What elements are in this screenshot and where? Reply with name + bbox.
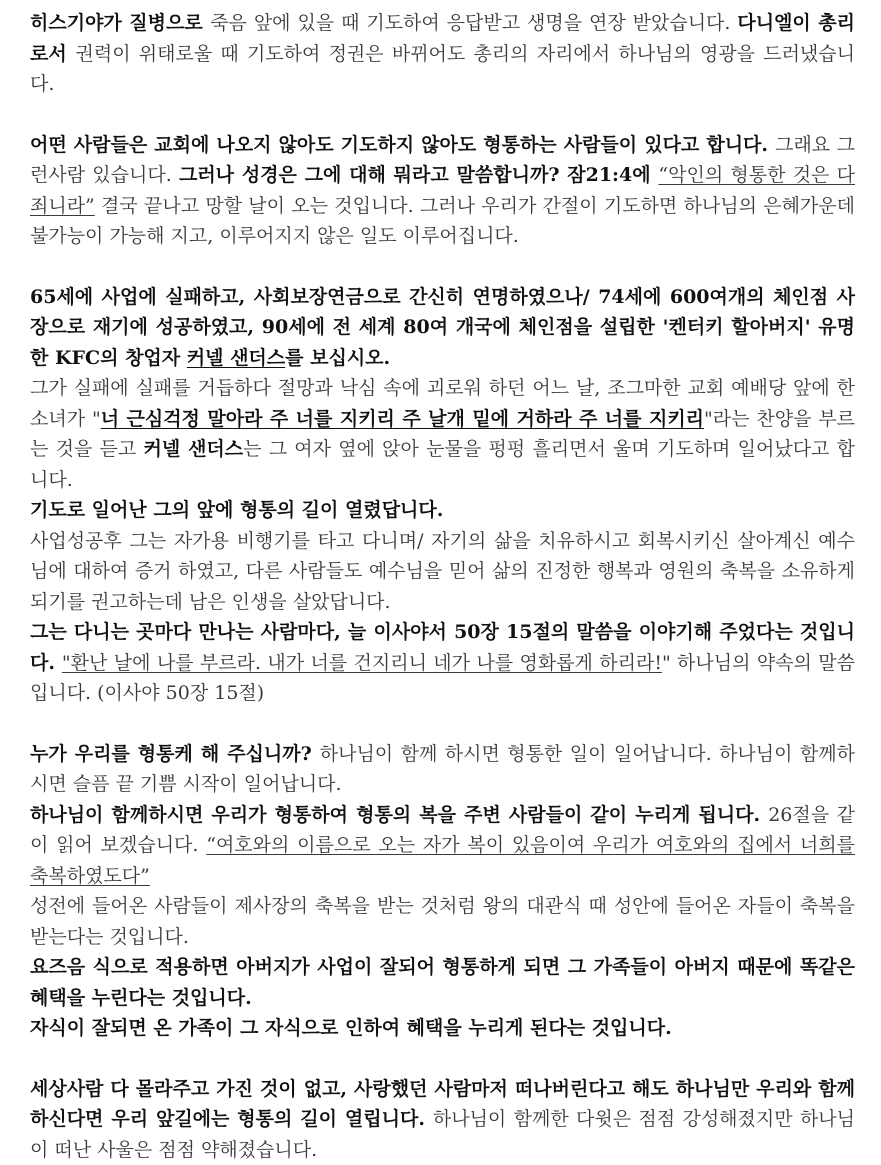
paragraph <box>30 800 855 892</box>
paragraph <box>30 1074 855 1165</box>
bold-text: 요즈음 식으로 적용하면 아버지가 사업이 잘되어 형통하게 되면 그 가족들이 아버지 때문에 똑같은 혜택을 누린다는 것입니다. <box>30 956 855 1009</box>
body-text: 결국 끝나고 망할 날이 오는 것입니다. 그러나 우리가 간절이 기도하면 하나님의 은혜가운데 불가능이 가능해 지고, 이루어지지 않은 일도 이루어집니다. <box>30 195 855 248</box>
underlined-quote: “여호와의 이름으로 오는 자가 복이 있음이여 우리가 여호와의 집에서 너희를 축복하였도다” <box>30 834 855 887</box>
body-text: 하나님이 함께 하시면 형통한 일이 일어납니다. 하나님이 함께하시면 슬픔 끝 기쁨 시작이 일어납니다. <box>30 743 855 796</box>
underlined-quote: “악인의 형통한 것은 다 죄니라” <box>30 164 855 217</box>
body-text: 죽음 앞에 있을 때 기도하여 응답받고 생명을 연장 받았습니다. <box>210 12 737 34</box>
paragraph <box>30 495 855 526</box>
bold-text: 누가 우리를 형통케 해 주십니까? <box>30 743 320 765</box>
body-text: 는 그 여자 옆에 앉아 눈물을 펑펑 흘리면서 울며 기도하며 일어났다고 합니다. <box>30 438 855 491</box>
bold-text: 하나님이 함께하시면 우리가 형통하여 형통의 복을 주변 사람들이 같이 누리게 됩니다. <box>30 804 768 826</box>
underlined-quote: 너 근심걱정 말아라 주 너를 지키리 주 날개 밑에 거하라 주 너를 지키리 <box>101 408 704 430</box>
underlined-quote: 커넬 샌더스 <box>187 347 285 369</box>
paragraph <box>30 952 855 1013</box>
body-text: 그가 실패에 실패를 거듭하다 절망과 낙심 속에 괴로워 하던 어느 날, 조그마한 교회 예배당 앞에 한 소녀가 " <box>30 377 855 430</box>
body-text: 26절을 같이 읽어 보겠습니다. <box>30 804 855 857</box>
body-text: 하나님이 함께한 다윗은 점점 강성해졌지만 하나님이 떠난 사울은 점점 약해졌습니다. <box>30 1108 855 1161</box>
paragraph <box>30 8 855 100</box>
underlined-quote: "환난 날에 나를 부르라. 내가 너를 건지리니 네가 나를 영화롭게 하리라! <box>62 652 662 674</box>
paragraph <box>30 891 855 952</box>
bold-text: 그러나 성경은 그에 대해 뭐라고 말씀합니까? 잠21:4에 <box>179 164 658 186</box>
bold-text: 히스기야가 질병으로 <box>30 12 210 34</box>
bold-text: 65세에 사업에 실패하고, 사회보장연금으로 간신히 연명하였으나/ 74세에 600여개의 체인점 사장으로 재기에 성공하였고, 90세에 전 세계 80여 개국에 체인점을 설립한 '켄터키 할아버지' 유명한 KFC의 창업자 <box>30 286 855 369</box>
paragraph <box>30 1013 855 1044</box>
body-text: 성전에 들어온 사람들이 제사장의 축복을 받는 것처럼 왕의 대관식 때 성안에 들어온 자들이 축복을 받는다는 것입니다. <box>30 895 855 948</box>
paragraph <box>30 739 855 800</box>
bold-text: 다니엘이 총리로서 <box>30 12 855 65</box>
body-text: 사업성공후 그는 자가용 비행기를 타고 다니며/ 자기의 삶을 치유하시고 회복시키신 살아계신 예수님에 대하여 증거 하였고, 다른 사람들도 예수님을 믿어 삶의 진정한 행복과 영원의 축복을 소유하게 되기를 권고하는데 남은 인생을 살았답니다. <box>30 530 855 613</box>
bold-text: 커넬 샌더스 <box>144 438 244 460</box>
body-text: " 하나님의 약속의 말씀입니다. (이사야 50장 15절) <box>30 652 855 705</box>
bold-text: 를 보십시오. <box>285 347 390 369</box>
paragraph <box>30 373 855 495</box>
bold-text: 세상사람 다 몰라주고 가진 것이 없고, 사랑했던 사람마저 떠나버린다고 해도 하나님만 우리와 함께 하신다면 우리 앞길에는 형통의 길이 열립니다. <box>30 1078 855 1131</box>
body-text: "라는 찬양을 부르는 것을 듣고 <box>30 408 855 461</box>
paragraph <box>30 526 855 618</box>
paragraph <box>30 617 855 709</box>
paragraph <box>30 130 855 252</box>
bold-text: 그는 다니는 곳마다 만나는 사람마다, 늘 이사야서 50장 15절의 말씀을 이야기해 주었다는 것입니다. <box>30 621 855 674</box>
paragraph <box>30 282 855 374</box>
bold-text: 기도로 일어난 그의 앞에 형통의 길이 열렸답니다. <box>30 499 443 521</box>
bold-text: 어떤 사람들은 교회에 나오지 않아도 기도하지 않아도 형통하는 사람들이 있다고 합니다. <box>30 134 775 156</box>
bold-text: 자식이 잘되면 온 가족이 그 자식으로 인하여 혜택을 누리게 된다는 것입니다. <box>30 1017 672 1039</box>
body-text: 권력이 위태로울 때 기도하여 정권은 바뀌어도 총리의 자리에서 하나님의 영광을 드러냈습니다. <box>30 43 855 96</box>
body-text: 그래요 그런사람 있습니다. <box>30 134 855 187</box>
